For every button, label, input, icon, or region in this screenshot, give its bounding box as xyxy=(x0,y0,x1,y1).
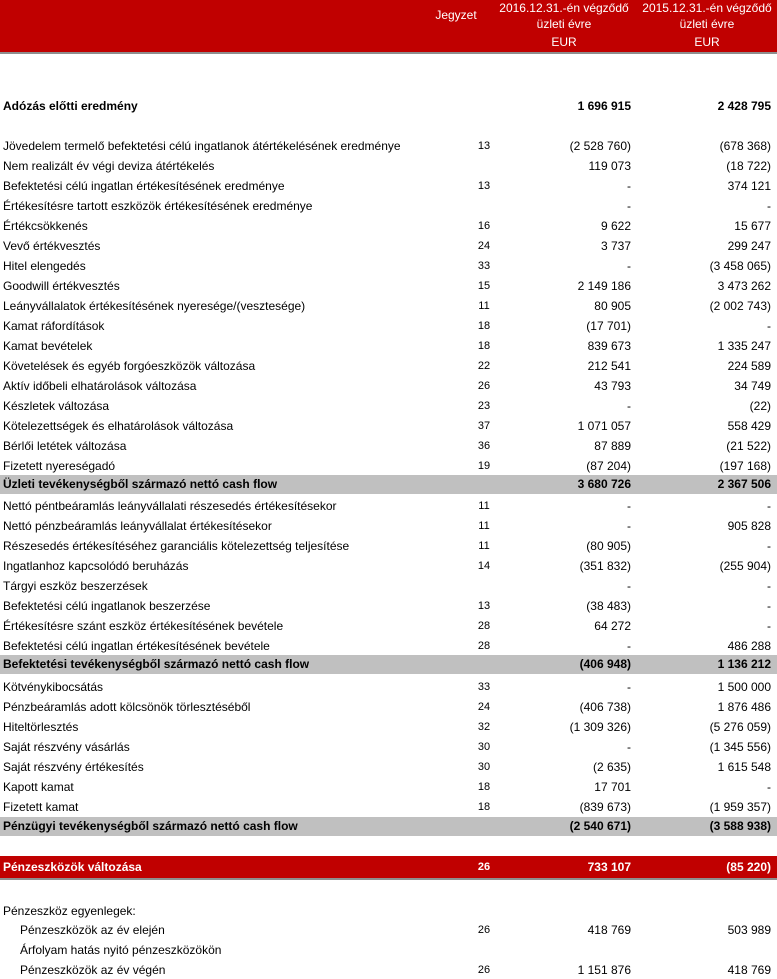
row-label: Nem realizált év végi deviza átértékelés xyxy=(3,159,215,173)
header-divider xyxy=(0,52,777,54)
table-row xyxy=(0,277,777,295)
row-note-ref: 11 xyxy=(478,300,490,312)
row-value-2016: (406 948) xyxy=(579,657,631,671)
row-label: Kapott kamat xyxy=(3,780,74,794)
row-value-2016: 17 701 xyxy=(594,780,631,794)
table-row xyxy=(0,798,777,816)
table-row xyxy=(0,257,777,275)
row-value-2015: 1 876 486 xyxy=(717,700,771,714)
row-note-ref: 24 xyxy=(477,701,491,713)
table-row xyxy=(0,637,777,655)
row-value-2016: - xyxy=(627,499,631,513)
row-note-ref: 36 xyxy=(477,440,491,452)
row-value-2015: - xyxy=(767,319,771,333)
table-row xyxy=(0,337,777,355)
row-value-2015: (255 904) xyxy=(719,559,771,573)
row-label: Pénzeszközök az év végén xyxy=(20,963,166,977)
row-label: Saját részvény vásárlás xyxy=(3,740,130,754)
row-label: Készletek változása xyxy=(3,399,110,413)
table-row xyxy=(0,475,777,494)
row-note-ref: 18 xyxy=(477,340,491,352)
table-row xyxy=(0,617,777,635)
table-row xyxy=(0,517,777,535)
row-label: Befektetési célú ingatlan értékesítésének eredménye xyxy=(3,179,285,193)
row-value-2015: - xyxy=(767,199,771,213)
row-label: Árfolyam hatás nyitó pénzeszközökön xyxy=(20,943,222,957)
row-label: Pénzbeáramlás adott kölcsönök törlesztéséből xyxy=(3,700,251,714)
row-note-ref: 26 xyxy=(477,861,491,873)
table-row xyxy=(0,698,777,716)
row-note-ref: 18 xyxy=(477,801,491,813)
row-label: Befektetési célú ingatlanok beszerzése xyxy=(3,599,211,613)
row-label: Tárgyi eszköz beszerzések xyxy=(3,579,148,593)
row-label: Hitel elengedés xyxy=(3,259,86,273)
row-label: Pénzügyi tevékenységből származó nettó cash flow xyxy=(3,819,298,833)
header-note-column: Jegyzet xyxy=(435,8,477,22)
table-row xyxy=(0,778,777,796)
row-value-2015: (678 368) xyxy=(719,139,771,153)
row-value-2016: - xyxy=(627,740,631,754)
table-row xyxy=(0,97,777,115)
row-note-ref: 26 xyxy=(477,924,491,936)
row-label: Pénzeszköz egyenlegek: xyxy=(3,904,136,918)
table-header xyxy=(0,0,777,54)
row-note-ref: 28 xyxy=(477,640,491,652)
row-value-2016: 1 151 876 xyxy=(577,963,631,977)
row-label: Aktív időbeli elhatárolások változása xyxy=(3,379,197,393)
row-label: Nettó péntbeáramlás leányvállalati részesedés értékesítésekor xyxy=(3,499,337,513)
row-note-ref: 13 xyxy=(477,140,491,152)
row-note-ref: 13 xyxy=(477,600,491,612)
row-note-ref: 15 xyxy=(477,280,491,292)
row-label: Goodwill értékvesztés xyxy=(3,279,120,293)
row-value-2016: 119 073 xyxy=(588,159,631,173)
row-value-2016: 212 541 xyxy=(587,359,631,373)
header-2015-period-line2: üzleti évre xyxy=(679,17,735,31)
row-value-2015: (85 220) xyxy=(726,860,771,874)
row-note-ref: 16 xyxy=(477,220,491,232)
row-note-ref: 19 xyxy=(477,460,491,472)
row-value-2015: (3 458 065) xyxy=(709,259,771,273)
row-note-ref: 24 xyxy=(477,240,491,252)
table-row xyxy=(0,157,777,175)
row-value-2016: (406 738) xyxy=(579,700,631,714)
row-note-ref: 23 xyxy=(477,400,491,412)
table-row xyxy=(0,397,777,415)
row-note-ref: 30 xyxy=(477,741,491,753)
row-value-2016: 733 107 xyxy=(587,860,631,874)
row-value-2016: (38 483) xyxy=(586,599,631,613)
row-note-ref: 26 xyxy=(477,964,491,976)
table-row xyxy=(0,177,777,195)
row-value-2016: 3 680 726 xyxy=(577,477,631,491)
row-value-2016: (80 905) xyxy=(586,539,631,553)
row-note-ref: 14 xyxy=(477,560,491,572)
row-value-2016: (2 528 760) xyxy=(569,139,631,153)
row-label: Ingatlanhoz kapcsolódó beruházás xyxy=(3,559,189,573)
row-value-2016: - xyxy=(627,680,631,694)
header-2016-period: 2016.12.31.-én végződő xyxy=(499,1,629,15)
row-note-ref: 33 xyxy=(477,260,491,272)
row-value-2016: (1 309 326) xyxy=(569,720,631,734)
row-value-2016: - xyxy=(627,259,631,273)
row-value-2015: 1 615 548 xyxy=(717,760,771,774)
table-row xyxy=(0,941,777,959)
row-value-2015: (1 345 556) xyxy=(709,740,771,754)
table-row xyxy=(0,377,777,395)
header-2016-unit: EUR xyxy=(551,35,577,49)
row-value-2015: 1 500 000 xyxy=(717,680,771,694)
row-value-2015: 34 749 xyxy=(734,379,771,393)
row-value-2015: 1 335 247 xyxy=(717,339,771,353)
row-value-2016: (839 673) xyxy=(579,800,631,814)
row-label: Értékcsökkenés xyxy=(3,219,88,233)
row-label: Vevő értékvesztés xyxy=(3,239,101,253)
row-note-ref: 30 xyxy=(477,761,491,773)
table-row xyxy=(0,758,777,776)
row-value-2016: 43 793 xyxy=(594,379,631,393)
row-label: Értékesítésre szánt eszköz értékesítésének bevétele xyxy=(3,619,284,633)
row-value-2016: 1 696 915 xyxy=(577,99,631,113)
row-label: Értékesítésre tartott eszközök értékesítésének eredménye xyxy=(3,199,313,213)
table-row xyxy=(0,921,777,939)
row-value-2015: 418 769 xyxy=(727,963,771,977)
row-value-2016: (2 635) xyxy=(592,760,631,774)
row-value-2016: - xyxy=(627,179,631,193)
row-value-2015: 503 989 xyxy=(727,923,771,937)
row-note-ref: 28 xyxy=(477,620,491,632)
row-label: Pénzeszközök változása xyxy=(3,860,142,874)
table-row xyxy=(0,417,777,435)
row-note-ref: 11 xyxy=(478,520,490,532)
row-value-2015: (18 722) xyxy=(726,159,771,173)
table-row xyxy=(0,437,777,455)
row-label: Követelések és egyéb forgóeszközök változása xyxy=(3,359,256,373)
row-value-2015: (197 168) xyxy=(719,459,771,473)
row-note-ref: 26 xyxy=(477,380,491,392)
table-row xyxy=(0,718,777,736)
row-label: Hiteltörlesztés xyxy=(3,720,79,734)
row-label: Kötvénykibocsátás xyxy=(3,680,104,694)
row-label: Leányvállalatok értékesítésének nyeresége/(vesztesége) xyxy=(3,299,306,313)
table-row xyxy=(0,237,777,255)
row-value-2015: 224 589 xyxy=(727,359,771,373)
row-value-2016: (2 540 671) xyxy=(569,819,631,833)
row-value-2016: 2 149 186 xyxy=(577,279,631,293)
row-value-2015: - xyxy=(767,599,771,613)
row-label: Fizetett kamat xyxy=(3,800,79,814)
table-row xyxy=(0,497,777,515)
row-note-ref: 11 xyxy=(478,500,490,512)
row-value-2015: 374 121 xyxy=(727,179,771,193)
row-note-ref: 22 xyxy=(477,360,491,372)
row-note-ref: 37 xyxy=(477,420,491,432)
row-value-2015: 3 473 262 xyxy=(717,279,771,293)
row-value-2016: - xyxy=(627,579,631,593)
row-value-2016: - xyxy=(627,399,631,413)
row-value-2016: 418 769 xyxy=(587,923,631,937)
row-value-2015: 2 367 506 xyxy=(717,477,771,491)
row-value-2015: (21 522) xyxy=(726,439,771,453)
row-value-2015: (22) xyxy=(749,399,771,413)
row-label: Részesedés értékesítéséhez garanciális kötelezettség teljesítése xyxy=(3,539,350,553)
row-value-2015: 299 247 xyxy=(727,239,771,253)
row-note-ref: 13 xyxy=(477,180,491,192)
row-value-2015: 15 677 xyxy=(734,219,771,233)
table-row xyxy=(0,902,777,920)
row-note-ref: 33 xyxy=(477,681,491,693)
row-value-2015: - xyxy=(767,780,771,794)
table-row xyxy=(0,457,777,475)
table-row xyxy=(0,817,777,836)
row-value-2015: (2 002 743) xyxy=(709,299,771,313)
row-note-ref: 11 xyxy=(478,540,490,552)
table-row xyxy=(0,738,777,756)
table-row xyxy=(0,297,777,315)
row-label: Befektetési tevékenységből származó nettó cash flow xyxy=(3,657,310,671)
row-note-ref: 18 xyxy=(477,781,491,793)
row-label: Jövedelem termelő befektetési célú ingatlanok átértékelésének eredménye xyxy=(3,139,401,153)
table-row xyxy=(0,577,777,595)
row-value-2016: 64 272 xyxy=(594,619,631,633)
row-value-2016: 9 622 xyxy=(600,219,631,233)
header-2016-period-line2: üzleti évre xyxy=(536,17,592,31)
row-value-2015: 2 428 795 xyxy=(717,99,771,113)
row-value-2015: - xyxy=(767,499,771,513)
row-value-2015: (1 959 357) xyxy=(709,800,771,814)
row-label: Bérlői letétek változása xyxy=(3,439,127,453)
row-value-2016: - xyxy=(627,519,631,533)
row-value-2015: 486 288 xyxy=(727,639,771,653)
row-value-2016: 80 905 xyxy=(594,299,631,313)
row-label: Adózás előtti eredmény xyxy=(3,99,138,113)
row-label: Kötelezettségek és elhatárolások változása xyxy=(3,419,234,433)
table-row xyxy=(0,197,777,215)
row-value-2016: (351 832) xyxy=(579,559,631,573)
row-value-2015: (5 276 059) xyxy=(709,720,771,734)
row-value-2016: - xyxy=(627,199,631,213)
row-label: Fizetett nyereségadó xyxy=(3,459,116,473)
table-row xyxy=(0,137,777,155)
table-row xyxy=(0,357,777,375)
row-value-2015: 1 136 212 xyxy=(717,657,771,671)
row-value-2016: (17 701) xyxy=(586,319,631,333)
row-label: Befektetési célú ingatlan értékesítésének bevétele xyxy=(3,639,270,653)
row-value-2015: 905 828 xyxy=(727,519,771,533)
row-value-2015: - xyxy=(767,619,771,633)
row-value-2016: 839 673 xyxy=(587,339,631,353)
row-value-2016: - xyxy=(627,639,631,653)
row-label: Pénzeszközök az év elején xyxy=(20,923,165,937)
row-value-2015: (3 588 938) xyxy=(709,819,771,833)
row-value-2015: - xyxy=(767,579,771,593)
row-value-2016: 1 071 057 xyxy=(577,419,631,433)
header-2015-unit: EUR xyxy=(694,35,720,49)
header-2015-period: 2015.12.31.-én végződő xyxy=(642,1,772,15)
table-row xyxy=(0,557,777,575)
row-value-2016: (87 204) xyxy=(586,459,631,473)
table-row xyxy=(0,217,777,235)
table-row xyxy=(0,597,777,615)
table-row xyxy=(0,655,777,674)
table-row xyxy=(0,962,777,979)
row-note-ref: 32 xyxy=(477,721,491,733)
row-value-2016: 87 889 xyxy=(594,439,631,453)
row-value-2015: 558 429 xyxy=(727,419,771,433)
table-row xyxy=(0,678,777,696)
row-note-ref: 18 xyxy=(477,320,491,332)
row-label: Üzleti tevékenységből származó nettó cash flow xyxy=(3,477,278,491)
row-value-2015: - xyxy=(767,539,771,553)
table-row xyxy=(0,537,777,555)
row-label: Kamat bevételek xyxy=(3,339,93,353)
row-label: Nettó pénzbeáramlás leányvállalat értékesítésekor xyxy=(3,519,272,533)
row-label: Kamat ráfordítások xyxy=(3,319,105,333)
row-value-2016: 3 737 xyxy=(600,239,631,253)
table-row xyxy=(0,317,777,335)
row-label: Saját részvény értékesítés xyxy=(3,760,144,774)
table-row xyxy=(0,856,777,880)
